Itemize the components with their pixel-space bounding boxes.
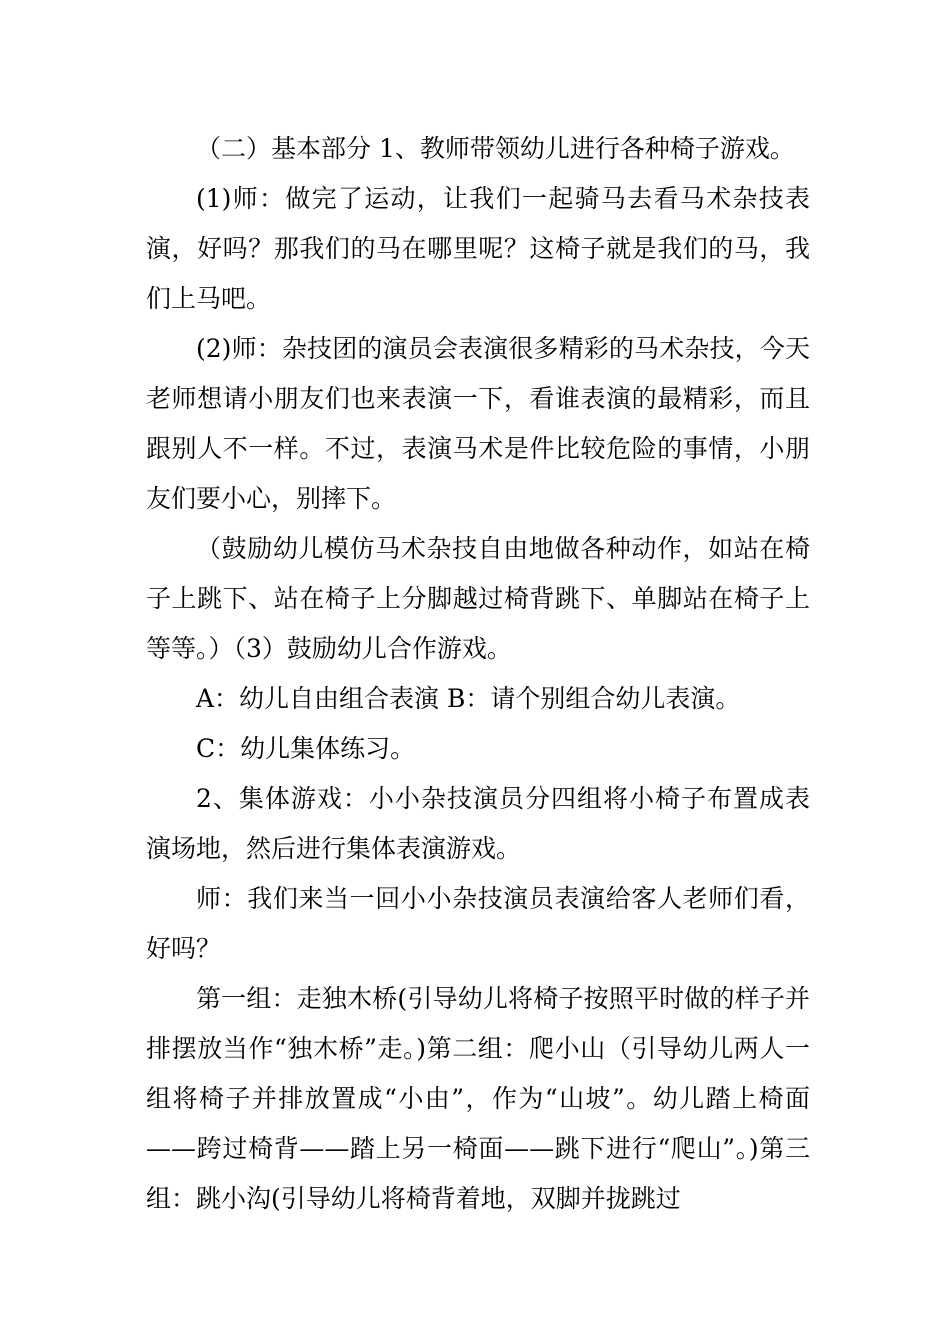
paragraph-horse-ride: (1)师：做完了运动，让我们一起骑马去看马术杂技表演，好吗？那我们的马在哪里呢？这椅子就是我们的马，我们上马吧。 [146, 184, 810, 313]
paragraph-item-a-b: A：幼儿自由组合表演 B：请个别组合幼儿表演。 [196, 684, 741, 713]
paragraph-item-c: C：幼儿集体练习。 [196, 734, 416, 763]
paragraph-basic-part: （二）基本部分 1、教师带领幼儿进行各种椅子游戏。 [196, 134, 795, 163]
document-body [146, 124, 810, 1224]
paragraph-teacher-prompt: 师：我们来当一回小小杂技演员表演给客人老师们看，好吗？ [146, 884, 810, 963]
paragraph-groups: 第一组：走独木桥(引导幼儿将椅子按照平时做的样子并排摆放当作“独木桥”走。)第二组：爬小山（引导幼儿两人一组将椅子并排放置成“小由”，作为“山坡”。幼儿踏上椅面——跨过椅背——踏上另一椅面——跳下进行“爬山”。)第三组：跳小沟(引导幼儿将椅背着地，双脚并拢跳过 [146, 984, 810, 1213]
paragraph-acrobat-show: (2)师：杂技团的演员会表演很多精彩的马术杂技，今天老师想请小朋友们也来表演一下，看谁表演的最精彩，而且跟别人不一样。不过，表演马术是件比较危险的事情，小朋友们要小心，别摔下。 [146, 334, 810, 513]
paragraph-group-game: 2、集体游戏：小小杂技演员分四组将小椅子布置成表演场地，然后进行集体表演游戏。 [146, 784, 810, 863]
paragraph-encourage-imitation: （鼓励幼儿模仿马术杂技自由地做各种动作，如站在椅子上跳下、站在椅子上分脚越过椅背跳下、单脚站在椅子上等等。）（3）鼓励幼儿合作游戏。 [146, 534, 810, 663]
